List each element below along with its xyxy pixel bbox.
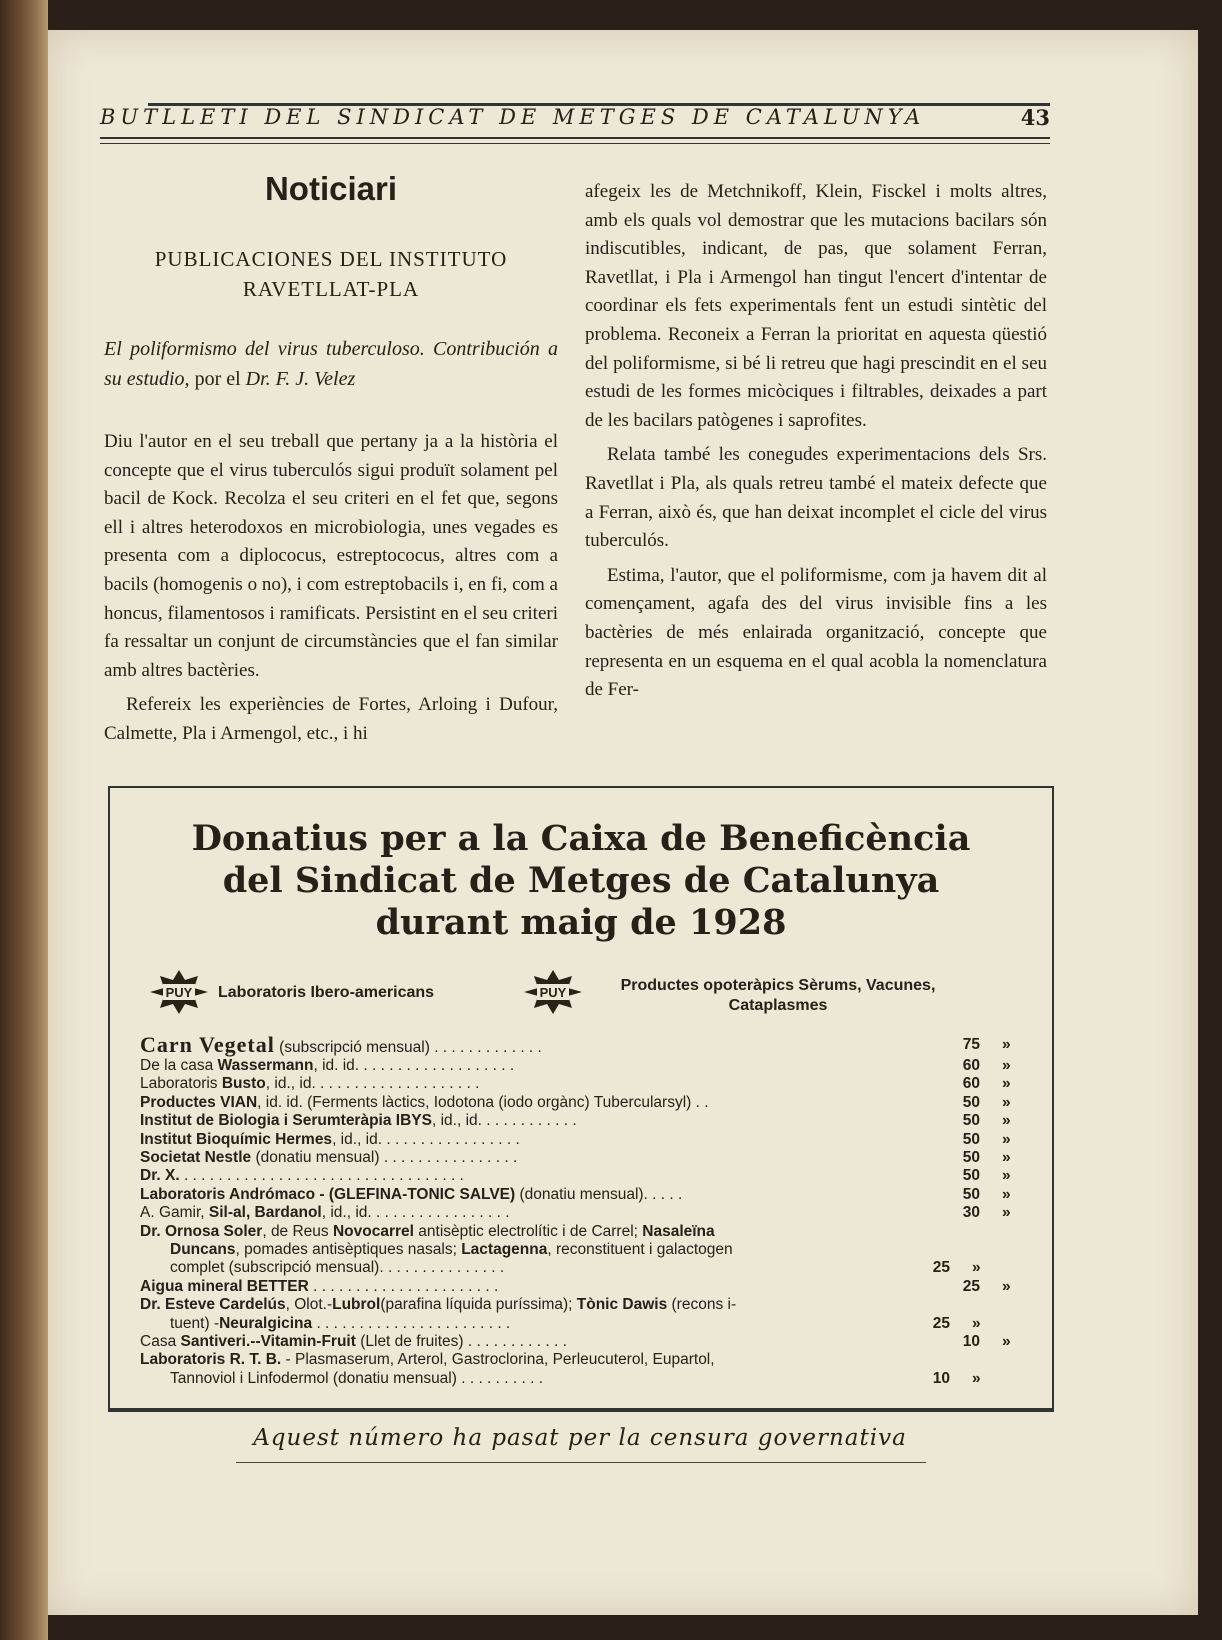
donation-amount: 25 <box>962 1277 980 1295</box>
donor-line <box>140 1333 567 1351</box>
citation <box>104 334 558 394</box>
donation-amount: 50 <box>962 1167 980 1185</box>
donor-line <box>140 1149 517 1167</box>
donation-amount: 50 <box>962 1185 980 1203</box>
donation-row <box>140 1186 1020 1204</box>
donation-row-cardelus <box>140 1296 1020 1333</box>
donation-row <box>140 1033 1020 1057</box>
donor-line <box>140 1167 464 1185</box>
donation-row <box>140 1112 1020 1130</box>
donor-line <box>140 1278 498 1296</box>
right-paragraph-1: afegeix les de Metchnikoff, Klein, Fisckel i molts altres, amb els quals vol demostrar que les mutacions bacilars són indiscutibles, indicant, de pas, que solament Ferran, Ravetllat, i Pla i Armengol han tingut l'encert d'intentar de coordinar els fets experimentals fent un estudi sintètic del problema. Reconeix a Ferran la prioritat en aquesta qüestió del poliformisme, si bé li retreu que hagi prescindit en el seu estudi de les formes micòciques i filtrables, deixades a part de les bacilars patògenes i saprofites. <box>585 181 1047 431</box>
donation-row <box>140 1075 1020 1093</box>
donor-text: Tannoviol i Linfodermol (donatiu mensual) . . . . . . . . . . <box>170 1369 544 1387</box>
donor-name: Wassermann <box>217 1057 314 1074</box>
donor-line <box>140 1075 479 1093</box>
logo-text-left: PUY <box>165 985 193 1000</box>
page-number: 43 <box>1020 105 1050 130</box>
donor-name: Institut Bioquímic Hermes <box>140 1130 333 1148</box>
donation-row <box>140 1333 1020 1351</box>
donor-line <box>140 1033 542 1060</box>
donor-product: Lactagenna <box>461 1240 548 1258</box>
donor-text: (subscripció mensual) . . . . . . . . . . . . . <box>274 1039 542 1056</box>
donor-text: , id. id. (Ferments làctics, Iodotona (iodo orgànc) Tubercularsyl) . . <box>257 1093 709 1111</box>
donations-title <box>110 818 1052 944</box>
donor-product: Nasaleïna <box>642 1222 715 1240</box>
donation-row <box>140 1149 1020 1167</box>
donor-name: Sil-al, Bardanol <box>208 1204 322 1222</box>
donor-text: (donatiu mensual). . . . . <box>515 1185 683 1203</box>
donor-text: , id., id. . . . . . . . . . . . . . . . . <box>332 1130 520 1148</box>
donation-row <box>140 1131 1020 1149</box>
donor-product: Neuralgicina <box>219 1314 313 1332</box>
left-column <box>104 170 558 749</box>
donor-text: (parafina líquida puríssima); <box>380 1296 577 1314</box>
donor-text: , id., id. . . . . . . . . . . . . . . . . . . . <box>265 1075 480 1093</box>
donation-amount: 50 <box>962 1093 980 1111</box>
left-paragraph-2: Refereix les experiències de Fortes, Arloing i Dufour, Calmette, Pla i Armengol, etc., i hi <box>104 694 558 744</box>
donor-text: tuent) - <box>170 1314 220 1332</box>
currency-mark: » <box>972 1369 981 1387</box>
header-rule-bottom-2 <box>100 143 1050 144</box>
donor-text: , Olot.- <box>285 1296 333 1314</box>
donor-text: . . . . . . . . . . . . . . . . . . . . . . <box>308 1277 499 1295</box>
donor-text: , id. id. . . . . . . . . . . . . . . . . . . <box>313 1057 515 1074</box>
donation-amount: 50 <box>962 1130 980 1148</box>
donor-text: , de Reus <box>262 1222 333 1240</box>
donation-amount: 25 <box>932 1314 950 1332</box>
donation-amount: 50 <box>962 1148 980 1166</box>
currency-mark: » <box>1002 1167 1011 1185</box>
sponsor-row <box>150 966 1030 1018</box>
donation-amount: 60 <box>962 1075 980 1093</box>
donor-line <box>140 1204 510 1222</box>
donor-name: Institut de Biologia i Serumteràpia IBYS <box>140 1112 432 1130</box>
currency-mark: » <box>1002 1036 1011 1053</box>
sponsor-right <box>588 976 968 1016</box>
donation-amount: 60 <box>962 1057 980 1074</box>
running-head <box>100 105 1050 133</box>
donations-title-line2: del Sindicat de Metges de Catalunya <box>222 860 940 901</box>
sponsor-right-line2: Cataplasmes <box>728 997 828 1014</box>
right-column <box>585 178 1047 705</box>
donation-row-rtb <box>140 1351 1020 1388</box>
currency-mark: » <box>1002 1093 1011 1111</box>
donor-text: A. Gamir, <box>140 1204 209 1222</box>
citation-title: El poliformismo del virus tuberculoso. Contribución a su estudio, <box>104 338 558 390</box>
donation-row-ornosa <box>140 1223 1020 1278</box>
donations-title-line3: durant maig de 1928 <box>375 902 787 943</box>
donation-row <box>140 1167 1020 1185</box>
donor-name: Santiveri.--Vitamin-Fruit <box>180 1332 356 1350</box>
donor-line <box>140 1131 520 1149</box>
donor-text: (recons i- <box>667 1296 737 1314</box>
footer-rule <box>108 1410 1054 1412</box>
donations-list <box>140 1033 1020 1388</box>
currency-mark: » <box>1002 1204 1011 1222</box>
donation-row <box>140 1057 1020 1075</box>
donation-amount: 50 <box>962 1112 980 1130</box>
donation-amount: 10 <box>932 1369 950 1387</box>
donor-line <box>140 1094 709 1112</box>
donor-text: Casa <box>140 1332 181 1350</box>
donor-product: Lubrol <box>332 1296 381 1314</box>
currency-mark: » <box>1002 1057 1011 1074</box>
donor-text: (donatiu mensual) . . . . . . . . . . . . . . . . <box>251 1148 518 1166</box>
donor-text: . . . . . . . . . . . . . . . . . . . . . . . . . . . . . . . . . <box>179 1167 464 1185</box>
logo-text-right: PUY <box>539 985 567 1000</box>
currency-mark: » <box>1002 1112 1011 1130</box>
donor-text: , id., id. . . . . . . . . . . . <box>431 1112 577 1130</box>
subheading-line1: PUBLICACIONES DEL INSTITUTO <box>154 247 508 271</box>
donor-product: Duncans <box>170 1240 236 1258</box>
subheading <box>104 244 558 304</box>
subheading-line2: RAVETLLAT-PLA <box>242 277 420 301</box>
donor-text: . . . . . . . . . . . . . . . . . . . . . . . <box>312 1314 511 1332</box>
citation-author: Dr. F. J. Velez <box>245 368 356 390</box>
donor-text: - Plasmaserum, Arterol, Gastroclorina, Perleucuterol, Eupartol, <box>281 1351 715 1369</box>
donation-amount: 10 <box>962 1332 980 1350</box>
donor-name: Laboratoris Andrómaco - (GLEFINA-TONIC SALVE) <box>140 1185 516 1203</box>
donor-text: , id., id. . . . . . . . . . . . . . . . . <box>321 1204 510 1222</box>
currency-mark: » <box>1002 1075 1011 1093</box>
currency-mark: » <box>1002 1332 1011 1350</box>
sponsor-right-line1: Productes opoteràpics Sèrums, Vacunes, <box>620 977 936 994</box>
donation-amount: 75 <box>962 1036 980 1053</box>
currency-mark: » <box>1002 1148 1011 1166</box>
donor-text: , reconstituent i galactogen <box>547 1240 733 1258</box>
left-paragraph-1: Diu l'autor en el seu treball que pertany ja a la història el concepte que el virus tuberculós sigui produït solament pel bacil de Kock. Recolza el seu criteri en el fet que, segons ell i altres heterodoxos en microbiologia, unes vegades es presenta com a diplococus, estreptococus, altres com a bacils (homogenis o no), i com estreptobacils i, en fi, com a honcus, filamentosos i ramificats. Persistint en el seu criteri fa ressaltar un conjunt de circumstàncies que el fan similar amb altres bactèries. <box>104 431 558 681</box>
donation-row <box>140 1094 1020 1112</box>
right-paragraph-3: Estima, l'autor, que el poliformisme, com ja havem dit al començament, agafa des del virus invisible fins a les bactèries de més enlairada organització, concepte que representa en un esquema en el qual acobla la nomenclatura de Fer- <box>585 564 1047 701</box>
donor-name: Dr. Ornosa Soler <box>140 1222 263 1240</box>
donor-name: Productes VIAN <box>140 1093 258 1111</box>
footer-underline <box>236 1462 926 1463</box>
currency-mark: » <box>1002 1277 1011 1295</box>
currency-mark: » <box>972 1314 981 1332</box>
donations-title-line1: Donatius per a la Caixa de Beneficència <box>191 818 971 859</box>
donor-text: complet (subscripció mensual). . . . . . . . . . . . . . . <box>170 1259 505 1277</box>
puy-logo-icon-2 <box>524 970 582 1014</box>
donation-row <box>140 1278 1020 1296</box>
currency-mark: » <box>1002 1130 1011 1148</box>
donor-name: Busto <box>221 1075 266 1093</box>
donor-name: Dr. Esteve Cardelús <box>140 1296 286 1314</box>
donor-line <box>140 1186 682 1204</box>
running-head-title: BUTLLETI DEL SINDICAT DE METGES DE CATALUNYA <box>100 105 926 129</box>
currency-mark: » <box>1002 1185 1011 1203</box>
donor-product: Novocarrel <box>332 1222 414 1240</box>
donor-name: Dr. X. <box>140 1167 180 1185</box>
donor-text: Laboratoris <box>140 1075 222 1093</box>
donor-name: Aigua mineral BETTER <box>140 1277 309 1295</box>
donor-name: Laboratoris R. T. B. <box>140 1351 282 1369</box>
book-spine <box>0 0 48 1640</box>
donor-line <box>140 1057 514 1075</box>
censorship-note: Aquest número ha pasat per la censura governativa <box>253 1425 907 1451</box>
currency-mark: » <box>972 1259 981 1277</box>
donation-amount: 25 <box>932 1259 950 1277</box>
donor-text: De la casa <box>140 1057 218 1074</box>
sponsor-left: Laboratoris Ibero-americans <box>218 984 435 1001</box>
right-paragraph-2: Relata també les conegudes experimentacions dels Srs. Ravetllat i Pla, als quals retreu també el mateix defecte que a Ferran, això és, que han deixat incomplet el cicle del virus tuberculós. <box>585 444 1047 552</box>
donation-row <box>140 1204 1020 1222</box>
donor-name: Societat Nestle <box>140 1148 252 1166</box>
donations-box <box>108 788 1054 1410</box>
citation-by: por el <box>194 368 241 390</box>
donation-amount: 30 <box>962 1204 980 1222</box>
donor-text: (Llet de fruites) . . . . . . . . . . . . <box>355 1332 567 1350</box>
donor-text: , pomades antisèptiques nasals; <box>235 1240 462 1258</box>
donor-text: antisèptic electrolític i de Carrel; <box>413 1222 643 1240</box>
header-rule-bottom-1 <box>100 137 1050 139</box>
donor-line <box>140 1112 577 1130</box>
donor-product: Tònic Dawis <box>576 1296 668 1314</box>
puy-logo-icon <box>150 970 208 1014</box>
donor-name: Carn Vegetal <box>140 1032 275 1057</box>
section-heading: Noticiari <box>264 170 398 207</box>
